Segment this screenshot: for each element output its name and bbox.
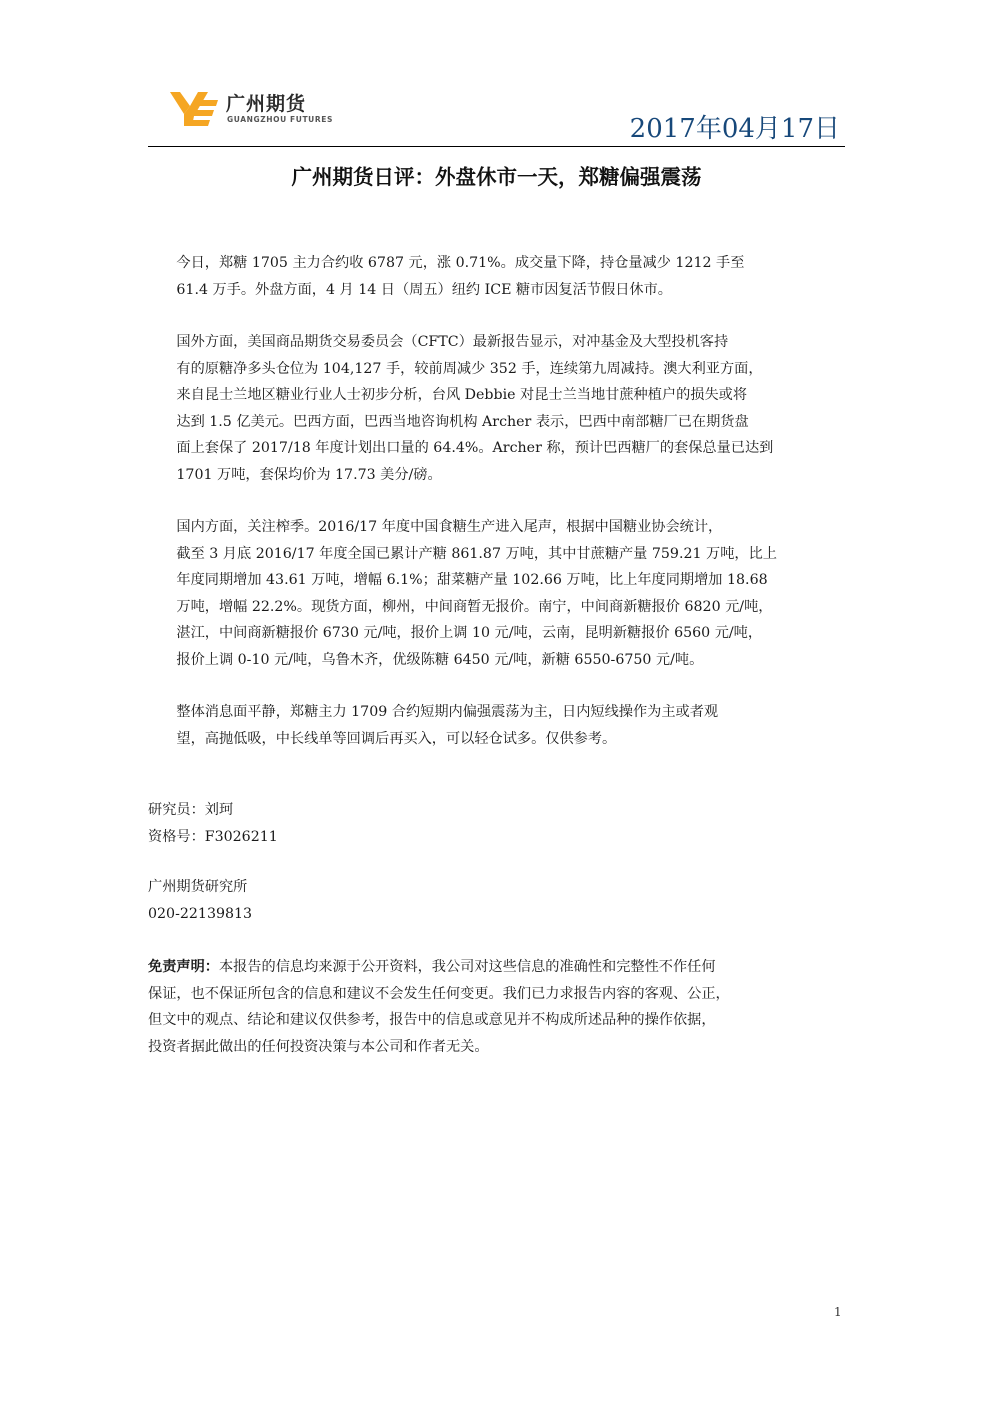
disclaimer-label: 免责声明： bbox=[148, 959, 219, 975]
text-line: 今日，郑糖 1705 主力合约收 6787 元，涨 0.71%。成交量下降，持仓量减少 1212 手至 bbox=[176, 255, 745, 271]
text-line: 报价上调 0-10 元/吨，乌鲁木齐，优级陈糖 6450 元/吨，新糖 6550-6750 元/吨。 bbox=[176, 651, 704, 668]
report-date: 2017年04月17日 bbox=[629, 114, 840, 144]
text-line: 万吨，增幅 22.2%。现货方面，柳州，中间商暂无报价。南宁，中间商新糖报价 6820 元/吨， bbox=[176, 598, 773, 615]
text-line: 望，高抛低吸，中长线单等回调后再买入，可以轻仓试多。仅供参考。 bbox=[176, 730, 617, 747]
text-line: 61.4 万手。外盘方面，4 月 14 日（周五）纽约 ICE 糖市因复活节假日休市。 bbox=[176, 281, 672, 298]
disclaimer bbox=[148, 954, 845, 1060]
disclaimer-line bbox=[148, 954, 845, 981]
logo-chinese-name: 广州期货 bbox=[226, 93, 307, 115]
company-logo bbox=[168, 88, 368, 132]
disclaimer-text: 本报告的信息均来源于公开资料，我公司对这些信息的准确性和完整性不作任何 bbox=[218, 959, 716, 975]
logo-english-name: GUANGZHOU FUTURES bbox=[227, 115, 333, 124]
researcher-name: 研究员：刘珂 bbox=[148, 802, 234, 818]
paragraph-international bbox=[148, 329, 845, 488]
text-line: 达到 1.5 亿美元。巴西方面，巴西当地咨询机构 Archer 表示，巴西中南部糖厂已在期货盘 bbox=[176, 413, 749, 430]
institute-info bbox=[148, 874, 252, 927]
paragraph-domestic bbox=[148, 514, 845, 673]
text-line: 国外方面，美国商品期货交易委员会（CFTC）最新报告显示，对冲基金及大型投机客持 bbox=[176, 334, 729, 350]
researcher-info bbox=[148, 797, 278, 850]
license-number: 资格号：F3026211 bbox=[148, 828, 278, 845]
institute-name: 广州期货研究所 bbox=[148, 879, 248, 895]
report-title: 广州期货日评：外盘休市一天，郑糖偏强震荡 bbox=[291, 165, 702, 189]
disclaimer-line: 保证，也不保证所包含的信息和建议不会发生任何变更。我们已力求报告内容的客观、公正， bbox=[148, 985, 730, 1002]
logo-mark-icon bbox=[168, 88, 220, 128]
header-divider bbox=[148, 146, 845, 147]
paragraph-summary bbox=[148, 699, 845, 752]
text-line: 整体消息面平静，郑糖主力 1709 合约短期内偏强震荡为主，日内短线操作为主或者观 bbox=[176, 704, 719, 720]
institute-phone: 020-22139813 bbox=[148, 905, 253, 922]
report-body bbox=[148, 250, 845, 778]
text-line: 国内方面，关注榨季。2016/17 年度中国食糖生产进入尾声，根据中国糖业协会统计， bbox=[176, 519, 723, 535]
disclaimer-line: 投资者据此做出的任何投资决策与本公司和作者无关。 bbox=[148, 1038, 489, 1055]
text-line: 1701 万吨，套保均价为 17.73 美分/磅。 bbox=[176, 466, 442, 483]
text-line: 来自昆士兰地区糖业行业人士初步分析，台风 Debbie 对昆士兰当地甘蔗种植户的损失或将 bbox=[176, 387, 748, 403]
text-line: 面上套保了 2017/18 年度计划出口量的 64.4%。Archer 称，预计巴西糖厂的套保总量已达到 bbox=[176, 440, 774, 456]
text-line: 截至 3 月底 2016/17 年度全国已累计产糖 861.87 万吨，其中甘蔗糖产量 759.21 万吨，比上 bbox=[176, 545, 777, 562]
page-number: 1 bbox=[834, 1305, 842, 1319]
text-line: 有的原糖净多头仓位为 104,127 手，较前周减少 352 手，连续第九周减持。澳大利亚方面， bbox=[176, 360, 763, 377]
paragraph-market bbox=[148, 250, 845, 303]
text-line: 湛江，中间商新糖报价 6730 元/吨，报价上调 10 元/吨，云南，昆明新糖报价 6560 元/吨， bbox=[176, 625, 763, 641]
disclaimer-line: 但文中的观点、结论和建议仅供参考，报告中的信息或意见并不构成所述品种的操作依据， bbox=[148, 1012, 716, 1028]
text-line: 年度同期增加 43.61 万吨，增幅 6.1%；甜菜糖产量 102.66 万吨，比上年度同期增加 18.68 bbox=[176, 572, 768, 588]
